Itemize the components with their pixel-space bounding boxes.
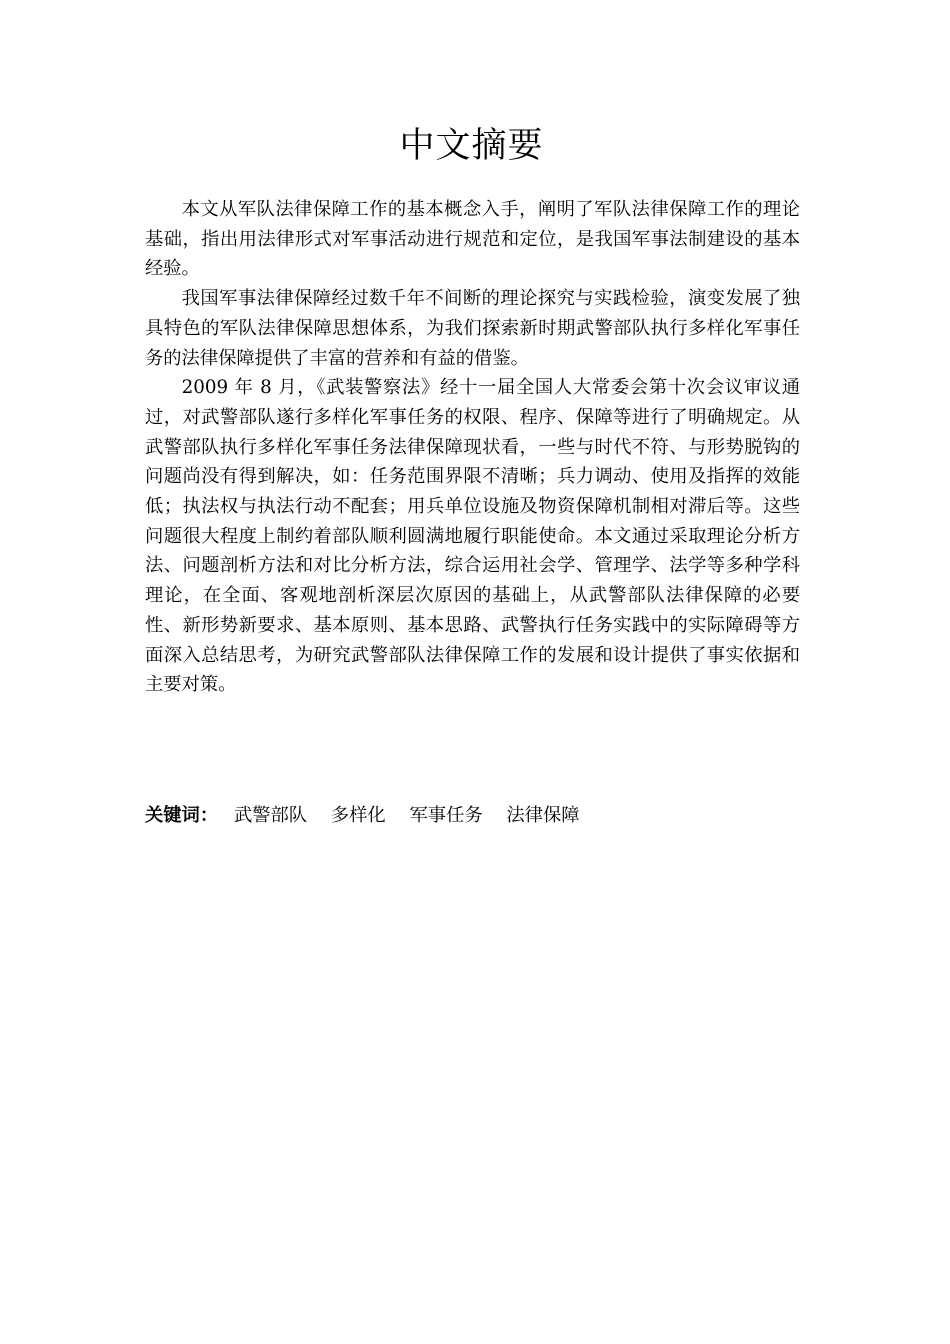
abstract-paragraph-2: 我国军事法律保障经过数千年不间断的理论探究与实践检验，演变发展了独具特色的军队法律保障思想体系，为我们探索新时期武警部队执行多样化军事任务的法律保障提供了丰富的营养和有益的借鉴。: [145, 288, 800, 369]
abstract-paragraph-1: 本文从军队法律保障工作的基本概念入手，阐明了军队法律保障工作的理论基础，指出用法律形式对军事活动进行规范和定位，是我国军事法制建设的基本经验。: [145, 199, 800, 280]
abstract-body: [145, 195, 800, 700]
page-title: 中文摘要: [399, 126, 544, 166]
keywords-line: [145, 801, 800, 830]
keyword-item: 法律保障: [506, 805, 580, 826]
keyword-item: 多样化: [330, 805, 386, 826]
abstract-paragraph-3: 2009 年 8 月，《武装警察法》经十一届全国人大常委会第十次会议审议通过，对武警部队遂行多样化军事任务的权限、程序、保障等进行了明确规定。从武警部队执行多样化军事任务法律保障现状看，一些与时代不符、与形势脱钩的问题尚没有得到解决，如：任务范围界限不清晰；兵力调动、使用及指挥的效能低；执法权与执法行动不配套；用兵单位设施及物资保障机制相对滞后等。这些问题很大程度上制约着部队顺利圆满地履行职能使命。本文通过采取理论分析方法、问题剖析方法和对比分析方法，综合运用社会学、管理学、法学等多种学科理论，在全面、客观地剖析深层次原因的基础上，从武警部队法律保障的必要性、新形势新要求、基本原则、基本思路、武警执行任务实践中的实际障碍等方面深入总结思考，为研究武警部队法律保障工作的发展和设计提供了事实依据和主要对策。: [145, 377, 800, 696]
keywords-label: 关键词：: [145, 805, 219, 826]
keyword-item: 军事任务: [409, 805, 483, 826]
keyword-item: 武警部队: [233, 805, 308, 826]
